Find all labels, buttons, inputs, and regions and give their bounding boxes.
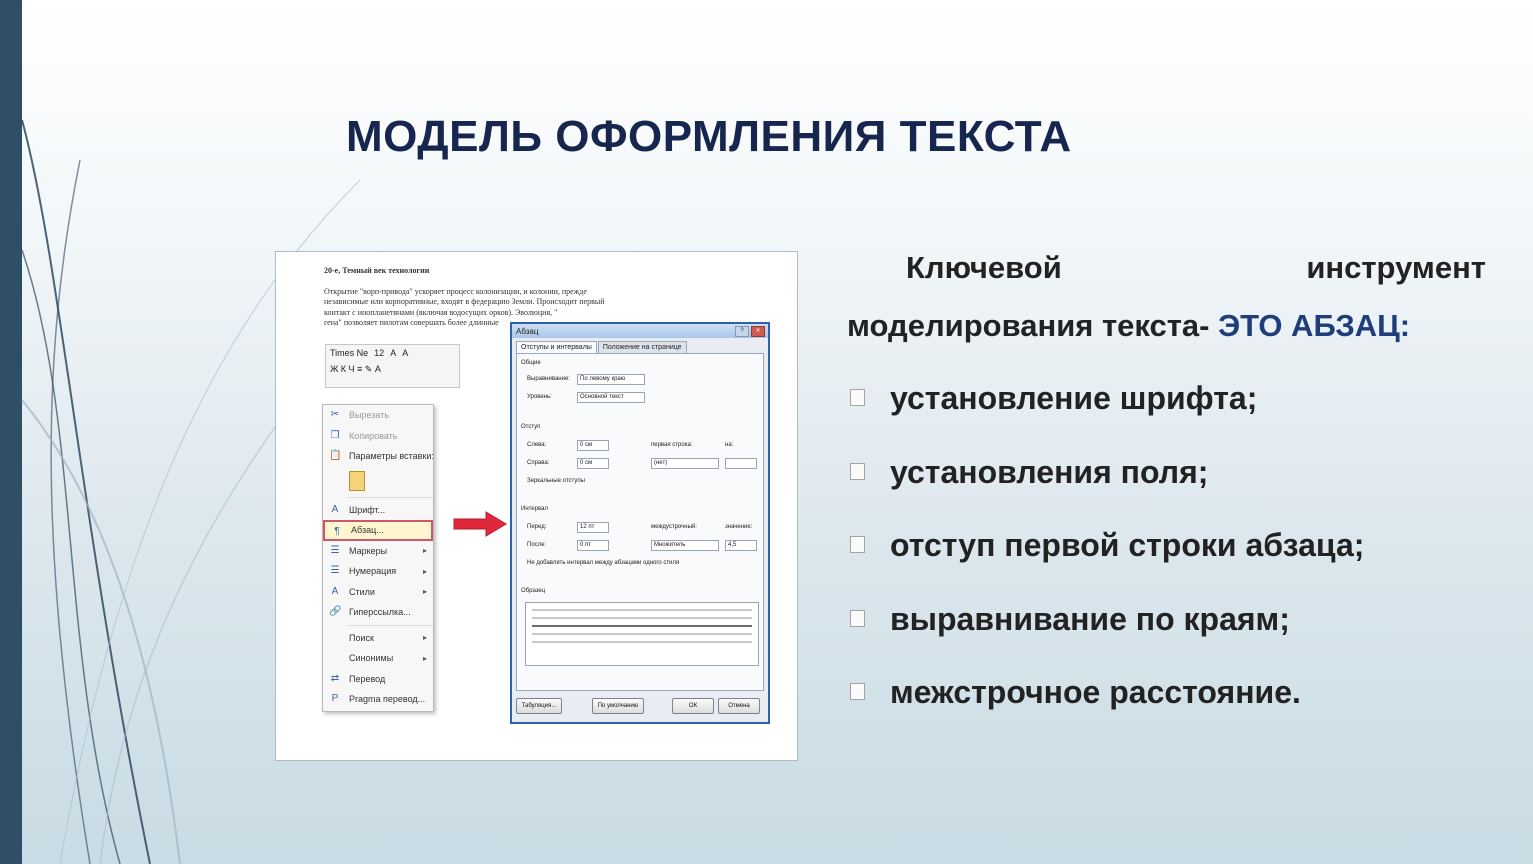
alignment-label: Выравнивание: bbox=[527, 376, 570, 382]
slide-title: МОДЕЛЬ ОФОРМЛЕНИЯ ТЕКСТА bbox=[346, 112, 1072, 161]
alignment-select[interactable]: По левому краю bbox=[577, 374, 645, 385]
context-menu bbox=[322, 404, 434, 712]
sample-preview bbox=[525, 602, 759, 666]
menu-item-translate[interactable]: ⇄ Перевод bbox=[330, 672, 386, 684]
document-line: независимые или корпоративные, входят в федерацию Земли. Происходит первый bbox=[324, 297, 605, 306]
menu-item-font[interactable]: A Шрифт... bbox=[323, 500, 433, 521]
first-line-amount-input[interactable] bbox=[725, 458, 757, 469]
dialog-buttons bbox=[516, 698, 764, 714]
menu-item-synonyms[interactable]: Синонимы ▸ bbox=[349, 653, 427, 664]
help-icon[interactable]: ? bbox=[735, 326, 749, 337]
bullets-icon: ☰ bbox=[330, 544, 340, 556]
shrink-font-icon[interactable]: A bbox=[402, 348, 409, 358]
font-icon: A bbox=[331, 503, 339, 515]
menu-separator bbox=[347, 625, 433, 626]
first-line-label: первая строка: bbox=[651, 442, 693, 448]
level-select[interactable]: Основной текст bbox=[577, 392, 645, 403]
right-indent-input[interactable]: 0 см bbox=[577, 458, 609, 469]
dialog-body bbox=[516, 353, 764, 691]
mini-toolbar[interactable] bbox=[325, 344, 460, 388]
submenu-arrow-icon: ▸ bbox=[422, 546, 427, 556]
menu-item-hyperlink[interactable]: 🔗 Гиперссылка... bbox=[329, 606, 411, 618]
bullet-box-icon bbox=[850, 610, 865, 627]
intro-accent: ЭТО АБЗАЦ: bbox=[1218, 308, 1411, 343]
tab-indents-spacing[interactable]: Отступы и интервалы bbox=[516, 341, 597, 353]
hyperlink-icon: 🔗 bbox=[329, 606, 342, 617]
paste-keep-format-button[interactable] bbox=[323, 467, 433, 495]
document-line: Открытие "ворп-привода" ускоряет процесс колонизации, и колонии, прежде bbox=[324, 286, 587, 296]
section-sample: Образец bbox=[521, 588, 546, 594]
menu-item-bullets[interactable]: ☰ Маркеры ▸ bbox=[330, 544, 427, 556]
after-input[interactable]: 0 пт bbox=[577, 540, 609, 551]
bullet-box-icon bbox=[850, 536, 865, 553]
section-general: Общие bbox=[521, 360, 541, 366]
default-button[interactable]: По умолчанию bbox=[592, 698, 644, 714]
intro-text: моделирования текста- bbox=[847, 308, 1210, 343]
paragraph-icon: ¶ bbox=[334, 526, 340, 537]
submenu-arrow-icon: ▸ bbox=[422, 633, 427, 643]
menu-separator bbox=[347, 497, 433, 498]
tab-page-position[interactable]: Положение на странице bbox=[598, 341, 687, 353]
menu-item-paragraph[interactable]: ¶ Абзац... bbox=[323, 520, 433, 541]
section-interval: Интервал bbox=[521, 506, 548, 512]
first-line-select[interactable]: (нет) bbox=[651, 458, 719, 469]
line-spacing-select[interactable]: Множитель bbox=[651, 540, 719, 551]
dialog-title: Абзац bbox=[516, 326, 539, 336]
cancel-button[interactable]: Отмена bbox=[718, 698, 760, 714]
intro-word-1: Ключевой bbox=[906, 250, 1062, 285]
red-arrow-icon bbox=[452, 511, 508, 537]
mirror-indents-checkbox[interactable]: Зеркальные отступы bbox=[527, 478, 585, 484]
font-name-box[interactable]: Times Ne bbox=[330, 348, 369, 358]
before-input[interactable]: 12 пт bbox=[577, 522, 609, 533]
close-icon[interactable]: ✕ bbox=[751, 326, 765, 337]
bullet-box-icon bbox=[850, 389, 865, 406]
menu-item-pragma[interactable]: P Pragma перевод... bbox=[323, 689, 433, 710]
pragma-icon: P bbox=[331, 693, 339, 704]
menu-item-copy[interactable]: ❐ Копировать bbox=[330, 429, 398, 441]
translate-icon: ⇄ bbox=[330, 672, 340, 684]
intro-line-1 bbox=[906, 250, 1486, 286]
bullet-box-icon bbox=[850, 683, 865, 700]
menu-item-search[interactable]: Поиск ▸ bbox=[349, 632, 427, 643]
value-label: значение: bbox=[725, 524, 753, 530]
copy-icon: ❐ bbox=[330, 429, 340, 441]
menu-item-cut[interactable]: ✂ Вырезать bbox=[330, 409, 390, 421]
dialog-titlebar bbox=[512, 324, 768, 338]
intro-word-2: инструмент bbox=[1306, 250, 1486, 285]
grow-font-icon[interactable]: A bbox=[390, 348, 397, 358]
before-label: Перед: bbox=[527, 524, 547, 530]
scissors-icon: ✂ bbox=[330, 409, 340, 420]
tabs-button[interactable]: Табуляция... bbox=[516, 698, 562, 714]
submenu-arrow-icon: ▸ bbox=[422, 566, 427, 576]
left-indent-label: Слева: bbox=[527, 442, 547, 448]
after-label: После: bbox=[527, 542, 547, 548]
menu-item-styles[interactable]: A Стили ▸ bbox=[323, 582, 433, 603]
paragraph-dialog bbox=[510, 322, 770, 724]
document-heading: 20-е, Темный век технологии bbox=[324, 266, 430, 275]
clipboard-icon bbox=[349, 471, 365, 491]
ok-button[interactable]: ОК bbox=[672, 698, 714, 714]
font-size-box[interactable]: 12 bbox=[374, 348, 385, 358]
submenu-arrow-icon: ▸ bbox=[422, 653, 427, 663]
left-indent-input[interactable]: 0 см bbox=[577, 440, 609, 451]
right-indent-label: Справа: bbox=[527, 460, 550, 466]
no-interval-checkbox[interactable]: Не добавлять интервал между абзацами одного стиля bbox=[527, 560, 680, 566]
level-label: Уровень: bbox=[527, 394, 552, 400]
styles-icon: A bbox=[331, 585, 339, 597]
value-input[interactable]: 4,5 bbox=[725, 540, 757, 551]
document-text bbox=[324, 266, 624, 329]
submenu-arrow-icon: ▸ bbox=[422, 587, 427, 597]
document-line: гена" позволяет пилотам совершать более длинные bbox=[324, 318, 499, 327]
numbering-icon: ☰ bbox=[330, 565, 340, 576]
bullet-box-icon bbox=[850, 463, 865, 480]
section-indent: Отступ bbox=[521, 424, 541, 430]
on-label: на: bbox=[725, 442, 734, 448]
paste-icon: 📋 bbox=[329, 450, 342, 461]
menu-item-numbering[interactable]: ☰ Нумерация ▸ bbox=[330, 565, 427, 577]
line-spacing-label: междустрочный: bbox=[651, 524, 697, 530]
menu-item-paste-options[interactable]: 📋 Параметры вставки: bbox=[329, 450, 434, 462]
document-line: контакт с инопланетянами (включая водосущих орков). Эволюция, " bbox=[324, 307, 558, 317]
word-screenshot bbox=[275, 251, 798, 761]
format-buttons[interactable]: Ж К Ч ≡ ✎ A bbox=[330, 364, 381, 374]
intro-line-2 bbox=[847, 308, 1410, 344]
